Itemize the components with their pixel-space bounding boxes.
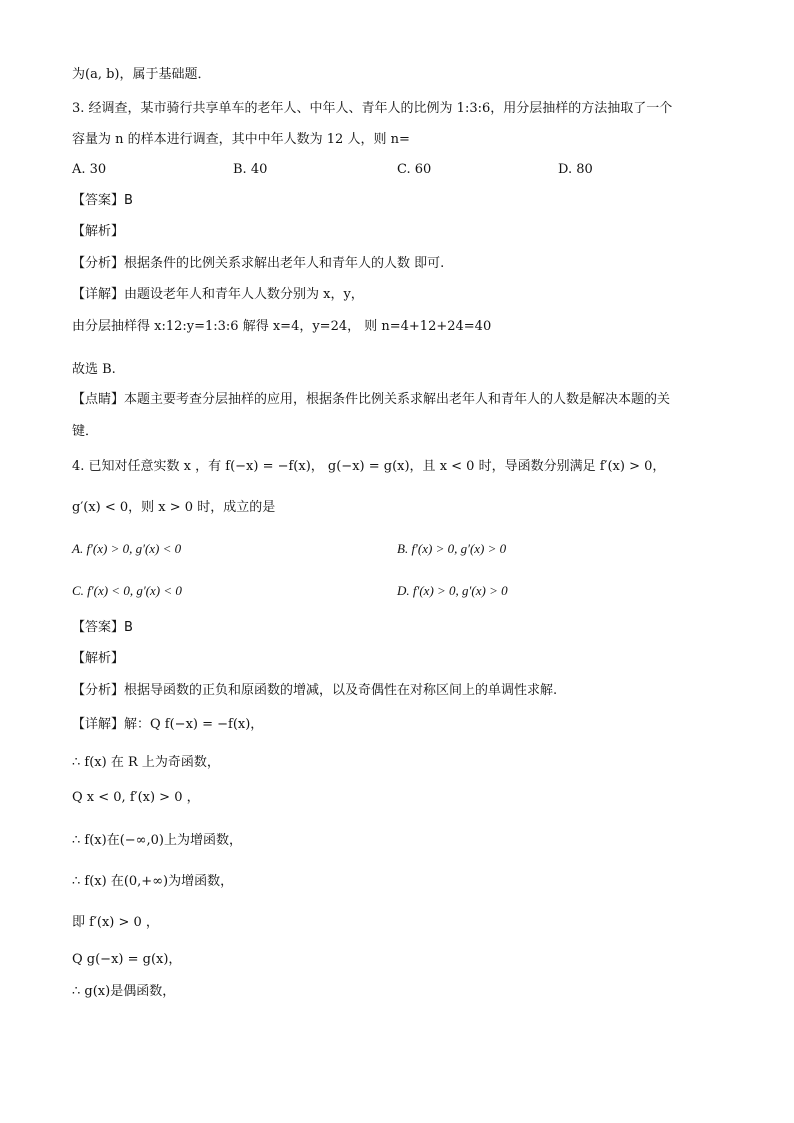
- q3-conclusion: 故选 B.: [72, 362, 116, 377]
- q3-analysis-heading: 【解析】: [72, 224, 125, 239]
- q3-option-b: B. 40: [233, 162, 268, 177]
- q3-calculation: 由分层抽样得 x:12:y=1:3:6 解得 x=4，y=24， 则 n=4+12+24=40: [72, 319, 492, 334]
- q4-option-b: B. f′(x) > 0, g′(x) > 0: [397, 541, 507, 556]
- q4-step-1: ∴ f(x) 在 R 上为奇函数，: [72, 755, 220, 770]
- q3-remark-cont: 键．: [72, 424, 99, 439]
- text-line: 为(a, b)，属于基础题．: [72, 67, 211, 82]
- q4-step-7: ∴ g(x)是偶函数，: [72, 984, 176, 999]
- q4-step-4: ∴ f(x) 在(0,+∞)为增函数，: [72, 874, 234, 889]
- q3-answer: 【答案】B: [72, 193, 133, 208]
- q4-analysis-fenxi: 【分析】根据导函数的正负和原函数的增减，以及奇偶性在对称区间上的单调性求解.: [72, 683, 558, 698]
- question-4-stem-cont: g′(x) < 0，则 x > 0 时，成立的是: [72, 500, 276, 515]
- q4-option-c: C. f′(x) < 0, g′(x) < 0: [72, 583, 182, 598]
- question-3-stem-cont: 容量为 n 的样本进行调查，其中中年人数为 12 人，则 n=: [72, 132, 410, 147]
- q3-option-c: C. 60: [397, 162, 432, 177]
- q3-option-a: A. 30: [72, 162, 107, 177]
- q4-analysis-heading: 【解析】: [72, 651, 125, 666]
- q4-step-3: ∴ f(x)在(−∞,0)上为增函数，: [72, 833, 242, 848]
- q3-analysis-xiangjie: 【详解】由题设老年人和青年人人数分别为 x，y，: [72, 287, 364, 302]
- q3-remark: 【点睛】本题主要考查分层抽样的应用，根据条件比例关系求解出老年人和青年人的人数是解决本题的关: [72, 392, 671, 407]
- q4-step-5: 即 f′(x) > 0 ，: [72, 915, 159, 930]
- q3-analysis-fenxi: 【分析】根据条件的比例关系求解出老年人和青年人的人数 即可.: [72, 256, 445, 271]
- q4-step-6: Q g(−x) = g(x)，: [72, 952, 182, 967]
- q4-analysis-xiangjie: 【详解】解：Q f(−x) = −f(x)，: [72, 717, 264, 732]
- question-4-stem: 4. 已知对任意实数 x ，有 f(−x) = −f(x)， g(−x) = g(x)，且 x < 0 时，导函数分别满足 f′(x) > 0，: [72, 459, 666, 474]
- q4-option-d: D. f′(x) > 0, g′(x) > 0: [397, 583, 508, 598]
- q4-option-a: A. f′(x) > 0, g′(x) < 0: [72, 541, 182, 556]
- q3-option-d: D. 80: [558, 162, 593, 177]
- q4-answer: 【答案】B: [72, 620, 133, 635]
- question-3-stem: 3. 经调查，某市骑行共享单车的老年人、中年人、青年人的比例为 1:3:6，用分层抽样的方法抽取了一个: [72, 101, 673, 116]
- q4-step-2: Q x < 0, f′(x) > 0 ，: [72, 790, 200, 805]
